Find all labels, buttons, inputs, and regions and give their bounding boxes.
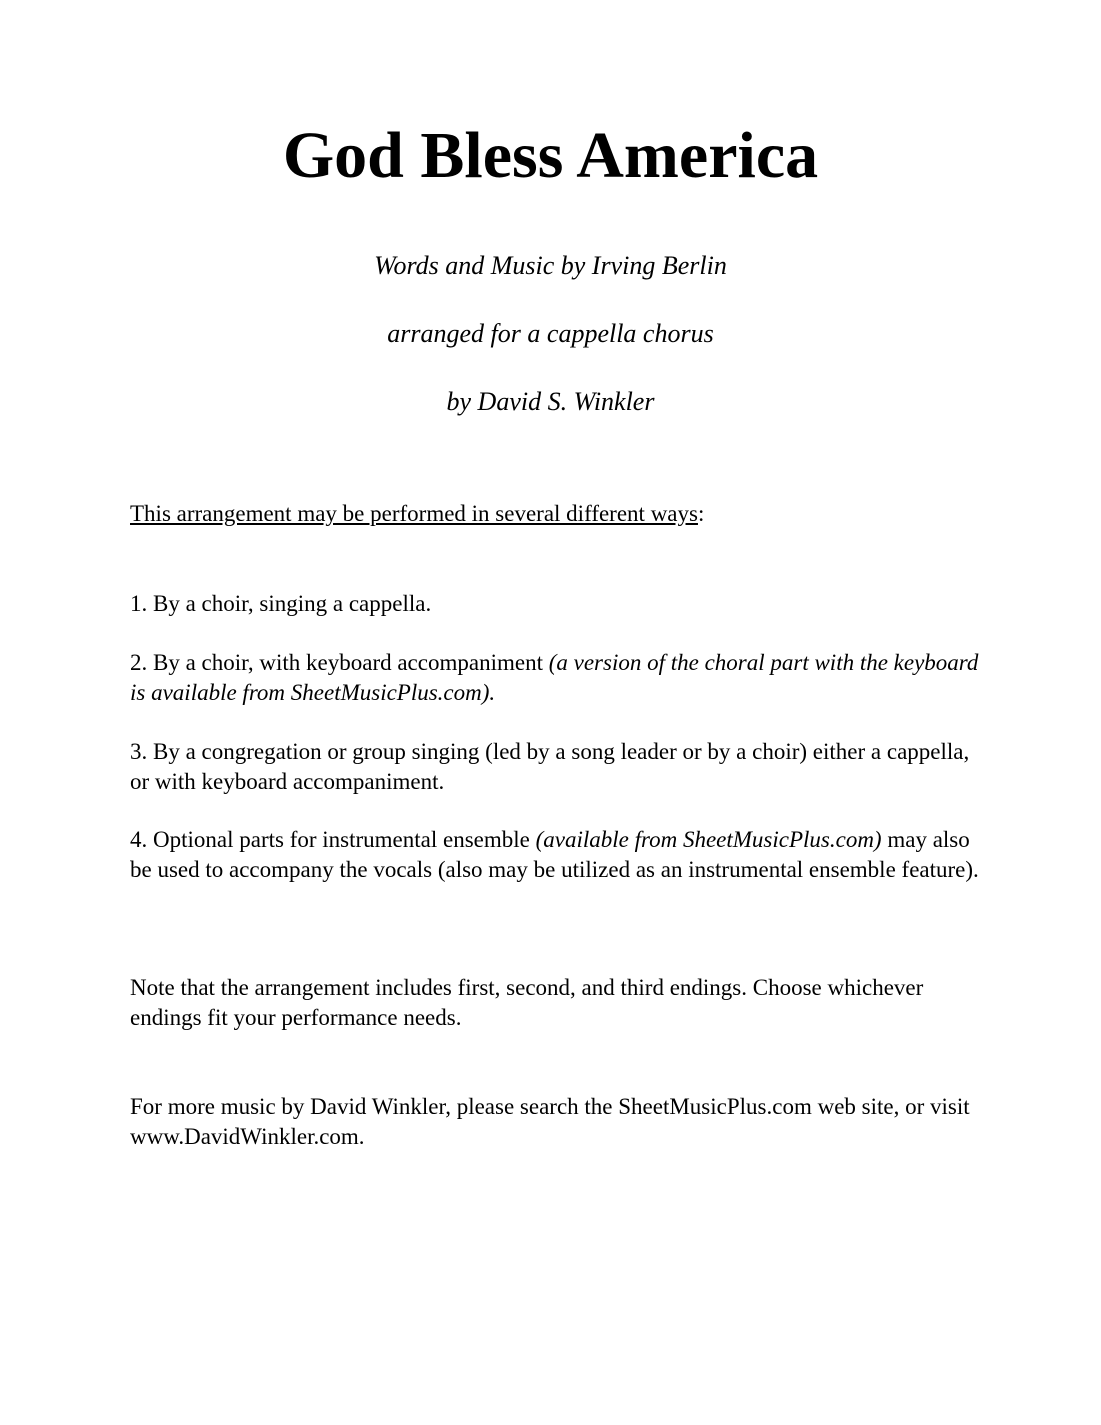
credit-arranger: by David S. Winkler bbox=[446, 387, 655, 416]
option-item-3-text: 3. By a congregation or group singing (led by a song leader or by a choir) either a cappella, or with keyboard accompaniment. bbox=[130, 739, 970, 794]
option-item-2-text: 2. By a choir, with keyboard accompaniment bbox=[130, 650, 549, 675]
option-item-4 bbox=[130, 825, 980, 885]
option-item-4-italic-note: (available from SheetMusicPlus.com) bbox=[535, 827, 882, 852]
option-item-1-text: 1. By a choir, singing a cappella. bbox=[130, 591, 432, 616]
page-title: God Bless America bbox=[282, 119, 819, 192]
option-item-1 bbox=[130, 589, 980, 619]
intro-underlined-text: This arrangement may be performed in several different ways bbox=[130, 501, 698, 526]
credit-arrangement: arranged for a cappella chorus bbox=[387, 319, 714, 348]
option-item-4-continuation: may also be used to accompany the vocals (also may be utilized as an instrumental ensemble feature). bbox=[130, 827, 979, 882]
option-item-3 bbox=[130, 737, 980, 797]
credit-composer: Words and Music by Irving Berlin bbox=[374, 251, 727, 280]
more-music-note: For more music by David Winkler, please search the SheetMusicPlus.com web site, or visit www.DavidWinkler.com. bbox=[130, 1094, 970, 1149]
endings-note: Note that the arrangement includes first, second, and third endings. Choose whichever endings fit your performance needs. bbox=[130, 975, 924, 1030]
option-item-4-text: 4. Optional parts for instrumental ensemble bbox=[130, 827, 536, 852]
intro-line bbox=[130, 499, 980, 529]
option-item-2 bbox=[130, 648, 980, 708]
option-item-2-italic-note: (a version of the choral part with the keyboard is available from SheetMusicPlus.com). bbox=[130, 650, 979, 705]
intro-colon: : bbox=[697, 501, 705, 526]
